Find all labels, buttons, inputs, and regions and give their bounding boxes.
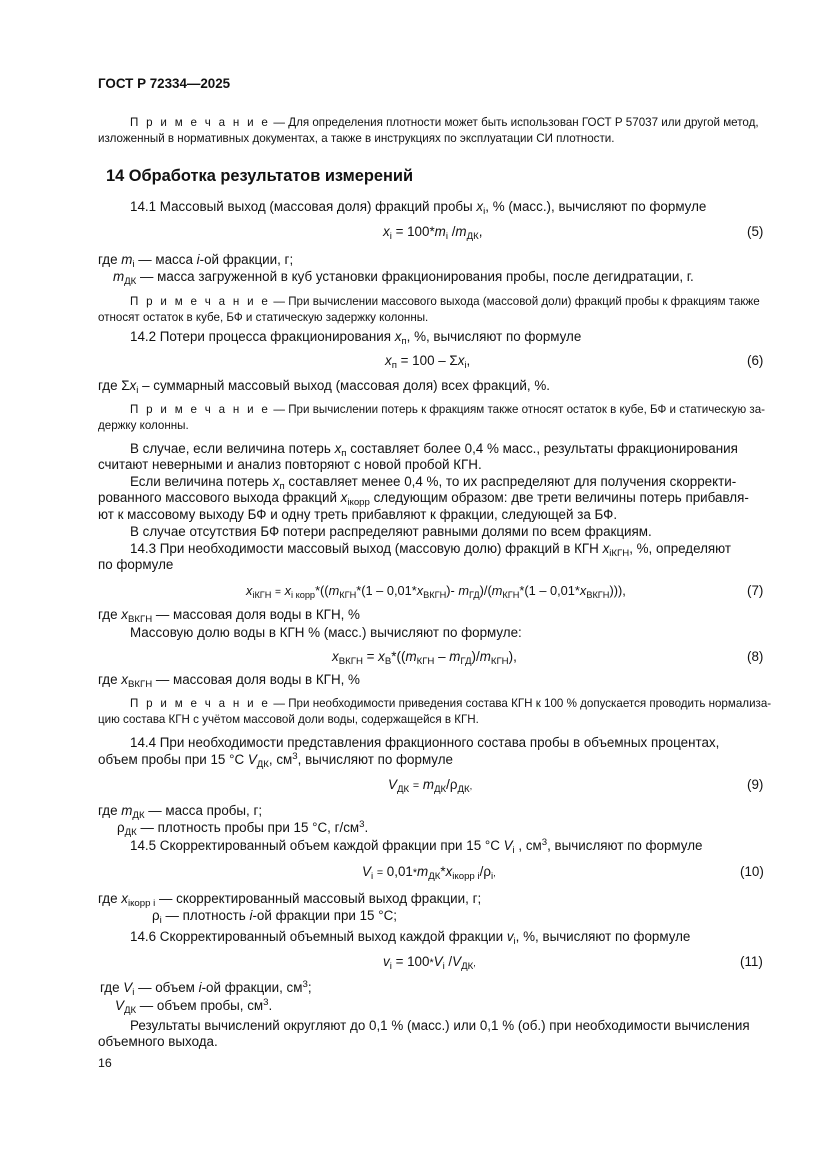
where-5-a: где $m_i$ — масса i-ой фракции, г;	[98, 252, 294, 270]
equation-number-11: (11)	[740, 954, 763, 969]
equation-number-6: (6)	[747, 353, 764, 368]
where-7: где $x_{ВКГН}$ — массовая доля воды в КГН, %	[98, 607, 360, 625]
formula-7: $x_{iКГН} = x_{i корр}*((m_{КГН}*(1 - 0,01*x_{ВКГН})-$ $m_{ГД})/(m_{КГН}*(1 - 0,01*x_{ВКГН}))$),	[246, 583, 626, 600]
paragraph-14-1: 14.1 Массовый выход (массовая доля) фракций пробы $x_i$, % (масс.), вычисляют по формуле	[130, 199, 707, 217]
where-5-b: $m_{ДК}$ — масса загруженной в куб установки фракционирования пробы, после дегидратации, г.	[113, 269, 694, 287]
note-1-line-2: изложенный в нормативных документах, а также в инструкциях по эксплуатации СИ плотности.	[98, 132, 615, 145]
loss-line-2: считают неверными и анализ повторяют с новой пробой КГН.	[98, 457, 482, 472]
document-header: ГОСТ Р 72334—2025	[98, 76, 231, 91]
section-title: 14 Обработка результатов измерений	[106, 167, 414, 185]
note-3-line-1: П р и м е ч а н и е — При вычислении потерь к фракциям также относят остаток в кубе, БФ и статическую за-	[130, 403, 766, 416]
formula-5: $x_i = 100*m_i$ $/m_{ДК}$,	[383, 224, 483, 242]
where-9-b: $\rho_{ДК}$ — плотность пробы при 15 °С, $г/см^3$.	[117, 819, 369, 838]
paragraph-14-6: 14.6 Скорректированный объемный выход каждой фракции $v_i$, %, вычисляют по формуле	[130, 929, 691, 947]
paragraph-14-3-line-2: по формуле	[98, 557, 174, 572]
paragraph-14-5: 14.5 Скорректированный объем каждой фракции при 15 °С $V_i$ , $см^3$, вычисляют по формуле	[130, 837, 703, 856]
loss-line-4: рованного массового выхода фракций $x_{iкорр}$ следующим образом: две трети величины потерь прибавля-	[98, 490, 749, 508]
equation-number-8: (8)	[747, 649, 764, 664]
formula-6: $x_п = 100 - \Sigma x_i$,	[385, 353, 471, 371]
page-number: 16	[98, 1056, 112, 1070]
formula-8: $x_{ВКГН} = x_В*((m_{КГН} - m_{ГД})/m_{КГН})$,	[332, 649, 517, 667]
paragraph-14-2: 14.2 Потери процесса фракционирования $x_п$, %, вычисляют по формуле	[130, 329, 582, 347]
equation-number-7: (7)	[747, 583, 764, 598]
where-10-b: $\rho_i$ — плотность i-ой фракции при 15 °С;	[152, 908, 397, 926]
formula-11: $v_i = 100*V_i$ $/V_{ДК}$,	[383, 954, 476, 972]
equation-number-5: (5)	[747, 224, 764, 239]
note-4-line-1: П р и м е ч а н и е — При необходимости приведения состава КГН к 100 % допускается проводить нормализа-	[130, 697, 772, 710]
loss-line-3: Если величина потерь $x_п$ составляет менее 0,4 %, то их распределяют для получения скорректи-	[130, 474, 737, 492]
paragraph-14-3-line-1: 14.3 При необходимости массовый выход (массовую долю) фракций в КГН $x_{iКГН}$, %, определяют	[130, 541, 732, 559]
water-paragraph: Массовую долю воды в КГН % (масс.) вычисляют по формуле:	[130, 625, 522, 640]
where-11-a: где $V_i$ — объем i-ой фракции, $см^3$;	[100, 979, 312, 998]
note-2-line-2: относят остаток в кубе, БФ и статическую задержку колонны.	[98, 311, 429, 324]
equation-number-10: (10)	[740, 864, 764, 879]
where-11-b: $V_{ДК}$ — объем пробы, $см^3$.	[115, 997, 273, 1016]
paragraph-14-4-line-1: 14.4 При необходимости представления фракционного состава пробы в объемных процентах,	[130, 735, 720, 750]
loss-line-5: ют к массовому выходу БФ и одну треть прибавляют к фракции, следующей за БФ.	[98, 507, 618, 522]
note-3-line-2: держку колонны.	[98, 419, 189, 432]
where-8: где $x_{ВКГН}$ — массовая доля воды в КГН, %	[98, 672, 360, 690]
where-9-a: где $m_{ДК}$ — масса пробы, г;	[98, 803, 263, 821]
formula-9: $V_{ДК} = m_{ДК}/\rho_{ДК}$,	[388, 777, 473, 795]
rounding-line-2: объемного выхода.	[98, 1034, 218, 1049]
formula-10: $V_i = 0,01*m_{ДК}*x_{iкорр i}/\rho_i$,	[362, 864, 496, 882]
loss-line-1: В случае, если величина потерь $x_п$ составляет более 0,4 % масс., результаты фракционирования	[130, 441, 738, 459]
equation-number-9: (9)	[747, 777, 764, 792]
note-4-line-2: цию состава КГН с учётом массовой доли воды, содержащейся в КГН.	[98, 713, 479, 726]
paragraph-14-4-line-2: объем пробы при 15 °С $V_{ДК}$, $см^3$, вычисляют по формуле	[98, 751, 453, 770]
rounding-line-1: Результаты вычислений округляют до 0,1 % (масс.) или 0,1 % (об.) при необходимости вычисления	[130, 1018, 750, 1033]
where-6: где $\Sigma x_i$ – суммарный массовый выход (массовая доля) всех фракций, %.	[98, 378, 550, 396]
note-2-line-1: П р и м е ч а н и е — При вычислении массового выхода (массовой доли) фракций пробы к фракциям также	[130, 295, 760, 308]
loss-line-6: В случае отсутствия БФ потери распределяют равными долями по всем фракциям.	[130, 524, 652, 539]
note-1-line-1: П р и м е ч а н и е — Для определения плотности может быть использован ГОСТ Р 57037 или другой метод,	[130, 116, 759, 129]
where-10-a: где $x_{iкорр i}$ — скорректированный массовый выход фракции, г;	[98, 891, 482, 909]
